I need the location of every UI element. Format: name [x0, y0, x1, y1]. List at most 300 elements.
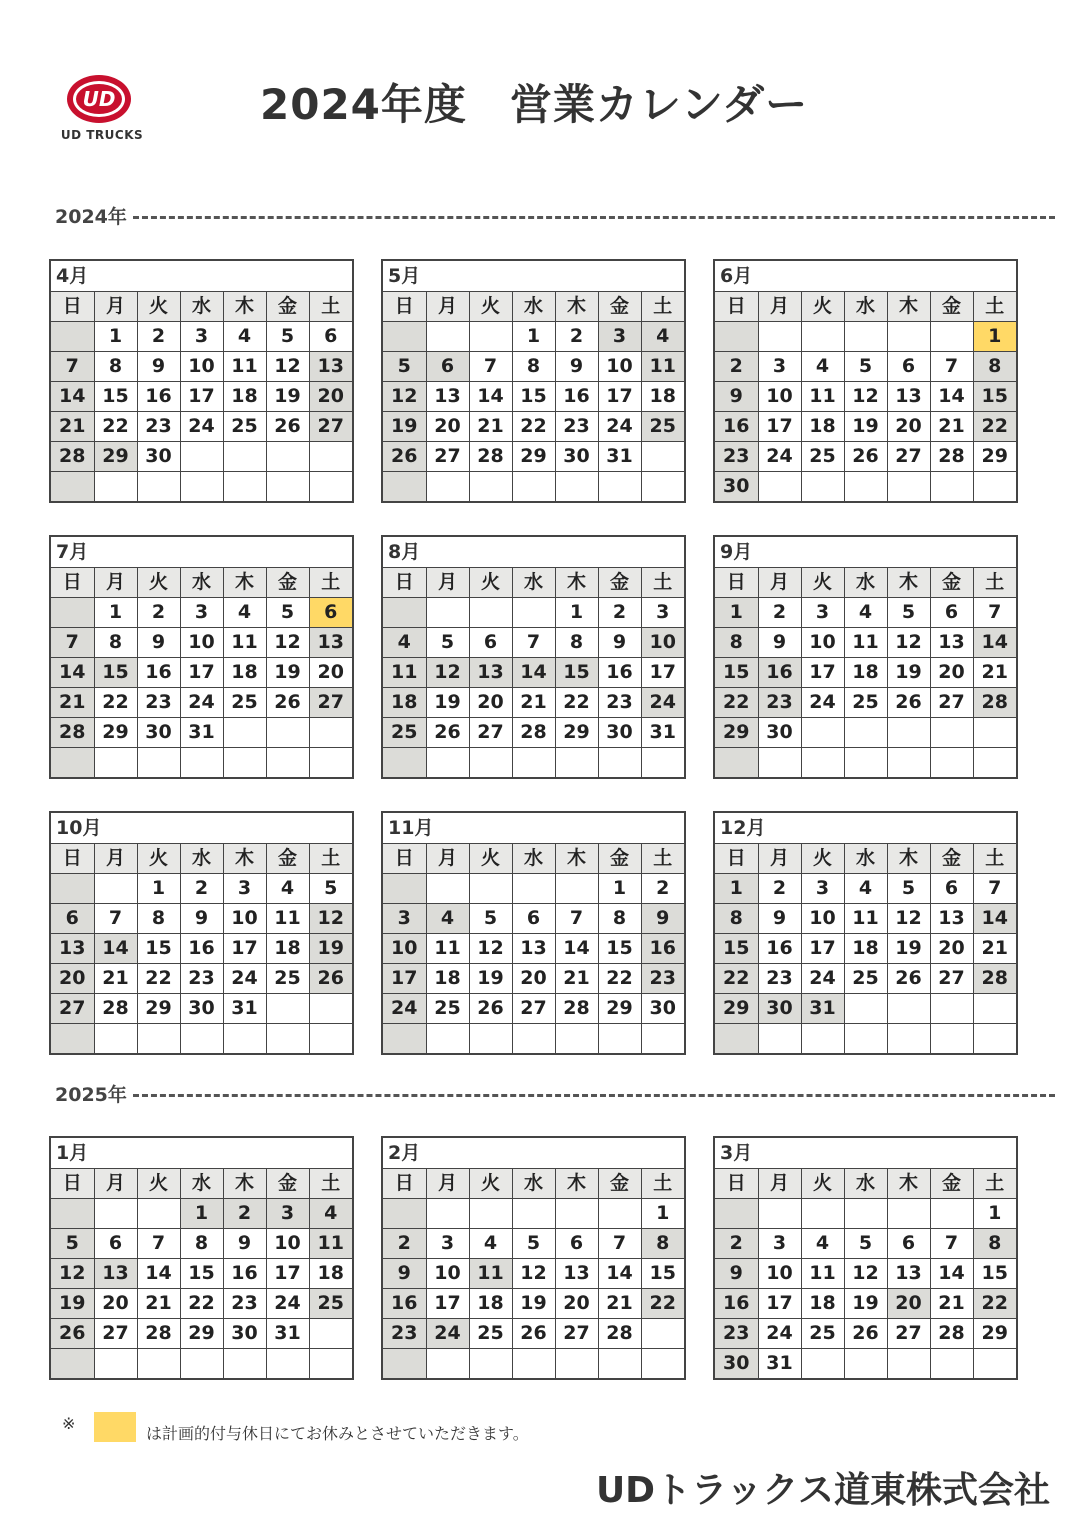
day-cell: 18 — [801, 1289, 844, 1319]
day-cell: 27 — [887, 442, 930, 472]
weekday-header: 火 — [801, 844, 844, 874]
day-cell: 20 — [51, 964, 94, 994]
weekday-header: 月 — [426, 1169, 469, 1199]
day-cell: 5 — [383, 352, 426, 382]
day-cell: 20 — [309, 382, 352, 412]
weekday-header: 日 — [715, 844, 758, 874]
day-cell: 7 — [973, 874, 1016, 904]
weekday-header: 火 — [137, 844, 180, 874]
day-cell — [180, 1349, 223, 1379]
day-cell — [930, 718, 973, 748]
day-cell — [641, 1349, 684, 1379]
day-cell: 1 — [512, 322, 555, 352]
day-cell: 28 — [512, 718, 555, 748]
day-cell: 9 — [758, 904, 801, 934]
weekday-header: 火 — [469, 844, 512, 874]
day-cell: 4 — [383, 628, 426, 658]
day-cell: 10 — [801, 904, 844, 934]
weekday-header: 火 — [801, 1169, 844, 1199]
day-cell — [512, 472, 555, 502]
day-cell: 2 — [641, 874, 684, 904]
day-cell — [383, 598, 426, 628]
day-cell: 7 — [930, 1229, 973, 1259]
day-cell: 5 — [844, 1229, 887, 1259]
day-cell: 17 — [426, 1289, 469, 1319]
day-cell — [94, 472, 137, 502]
day-cell: 26 — [383, 442, 426, 472]
weekday-header: 金 — [930, 568, 973, 598]
day-cell — [801, 748, 844, 778]
day-cell: 10 — [598, 352, 641, 382]
day-cell: 22 — [137, 964, 180, 994]
day-cell: 3 — [426, 1229, 469, 1259]
day-cell: 30 — [137, 442, 180, 472]
day-cell: 4 — [801, 1229, 844, 1259]
day-cell — [973, 718, 1016, 748]
year-divider-2025 — [55, 1080, 1055, 1110]
day-cell: 4 — [801, 352, 844, 382]
day-cell — [383, 472, 426, 502]
weekday-header: 土 — [641, 1169, 684, 1199]
day-cell: 25 — [223, 688, 266, 718]
day-cell: 30 — [715, 472, 758, 502]
day-cell — [512, 874, 555, 904]
day-cell: 8 — [512, 352, 555, 382]
day-cell: 9 — [555, 352, 598, 382]
day-cell: 6 — [94, 1229, 137, 1259]
day-cell: 3 — [223, 874, 266, 904]
day-cell: 21 — [469, 412, 512, 442]
weekday-header: 水 — [512, 844, 555, 874]
day-cell: 24 — [801, 688, 844, 718]
day-cell: 20 — [94, 1289, 137, 1319]
day-cell: 10 — [180, 352, 223, 382]
day-cell: 29 — [973, 442, 1016, 472]
day-cell — [383, 1199, 426, 1229]
day-cell: 28 — [555, 994, 598, 1024]
day-cell: 24 — [758, 1319, 801, 1349]
day-cell: 24 — [266, 1289, 309, 1319]
month-label: 12月 — [715, 813, 1016, 844]
day-cell — [801, 1024, 844, 1054]
weekday-header: 木 — [555, 1169, 598, 1199]
day-cell: 13 — [555, 1259, 598, 1289]
day-cell: 2 — [715, 352, 758, 382]
weekday-header: 月 — [758, 1169, 801, 1199]
day-cell: 13 — [309, 352, 352, 382]
day-cell — [309, 472, 352, 502]
day-cell — [426, 1199, 469, 1229]
weekday-header: 土 — [309, 844, 352, 874]
weekday-header: 木 — [555, 292, 598, 322]
day-cell — [973, 994, 1016, 1024]
day-cell: 25 — [426, 994, 469, 1024]
day-cell: 1 — [973, 1199, 1016, 1229]
day-cell: 17 — [641, 658, 684, 688]
day-cell — [715, 748, 758, 778]
day-cell: 17 — [598, 382, 641, 412]
day-cell: 31 — [266, 1319, 309, 1349]
day-cell: 12 — [51, 1259, 94, 1289]
weekday-header: 日 — [383, 568, 426, 598]
day-cell: 8 — [94, 628, 137, 658]
day-cell — [801, 1199, 844, 1229]
weekday-header: 月 — [758, 568, 801, 598]
day-cell: 1 — [641, 1199, 684, 1229]
weekday-header: 火 — [137, 568, 180, 598]
day-cell — [51, 748, 94, 778]
legend-text: は計画的付与休日にてお休みとさせていただきます。 — [146, 1424, 529, 1443]
day-cell: 9 — [598, 628, 641, 658]
weekday-header: 土 — [973, 568, 1016, 598]
day-cell: 25 — [309, 1289, 352, 1319]
day-cell — [383, 874, 426, 904]
weekday-header: 木 — [887, 292, 930, 322]
month-calendar — [49, 811, 354, 1055]
day-cell: 31 — [801, 994, 844, 1024]
day-cell: 6 — [887, 1229, 930, 1259]
day-cell — [223, 748, 266, 778]
day-cell: 14 — [555, 934, 598, 964]
day-cell — [309, 994, 352, 1024]
day-cell — [512, 748, 555, 778]
day-cell: 14 — [973, 904, 1016, 934]
day-cell: 3 — [598, 322, 641, 352]
day-cell: 3 — [758, 352, 801, 382]
day-cell: 18 — [426, 964, 469, 994]
day-cell — [309, 748, 352, 778]
day-cell: 25 — [641, 412, 684, 442]
day-cell: 13 — [426, 382, 469, 412]
day-cell: 18 — [266, 934, 309, 964]
day-cell: 25 — [801, 442, 844, 472]
day-cell — [555, 1199, 598, 1229]
day-cell: 26 — [51, 1319, 94, 1349]
day-cell: 21 — [51, 412, 94, 442]
weekday-header: 日 — [715, 1169, 758, 1199]
day-cell: 2 — [180, 874, 223, 904]
day-cell: 22 — [715, 964, 758, 994]
day-cell: 30 — [555, 442, 598, 472]
day-cell: 28 — [469, 442, 512, 472]
day-cell: 26 — [469, 994, 512, 1024]
day-cell — [844, 1024, 887, 1054]
day-cell — [844, 322, 887, 352]
day-cell — [180, 472, 223, 502]
day-cell — [266, 718, 309, 748]
day-cell: 20 — [469, 688, 512, 718]
day-cell — [469, 598, 512, 628]
month-calendar — [381, 259, 686, 503]
day-cell: 23 — [758, 964, 801, 994]
day-cell: 3 — [383, 904, 426, 934]
day-cell: 1 — [715, 598, 758, 628]
weekday-header: 金 — [598, 844, 641, 874]
day-cell: 7 — [51, 352, 94, 382]
day-cell: 1 — [180, 1199, 223, 1229]
weekday-header: 月 — [426, 568, 469, 598]
day-cell: 10 — [383, 934, 426, 964]
day-cell — [715, 1024, 758, 1054]
weekday-header: 水 — [844, 1169, 887, 1199]
day-cell — [641, 1319, 684, 1349]
day-cell: 6 — [512, 904, 555, 934]
day-cell: 2 — [383, 1229, 426, 1259]
day-cell: 12 — [844, 382, 887, 412]
ud-trucks-logo — [52, 74, 152, 146]
day-cell: 2 — [137, 322, 180, 352]
day-cell: 3 — [180, 322, 223, 352]
weekday-header: 水 — [512, 568, 555, 598]
day-cell: 28 — [930, 442, 973, 472]
day-cell: 13 — [930, 628, 973, 658]
day-cell — [469, 1024, 512, 1054]
day-cell — [930, 1199, 973, 1229]
weekday-header: 水 — [180, 568, 223, 598]
year-label: 2024年 — [55, 202, 129, 229]
weekday-header: 日 — [715, 568, 758, 598]
day-cell: 11 — [801, 1259, 844, 1289]
day-cell — [426, 1024, 469, 1054]
day-cell: 23 — [383, 1319, 426, 1349]
weekday-header: 日 — [51, 1169, 94, 1199]
day-cell: 6 — [555, 1229, 598, 1259]
day-cell — [266, 1349, 309, 1379]
day-cell: 12 — [512, 1259, 555, 1289]
day-cell: 15 — [973, 382, 1016, 412]
day-cell — [426, 874, 469, 904]
day-cell — [555, 874, 598, 904]
day-cell: 31 — [180, 718, 223, 748]
day-cell: 2 — [715, 1229, 758, 1259]
month-calendar — [49, 535, 354, 779]
day-cell — [598, 472, 641, 502]
day-cell: 31 — [758, 1349, 801, 1379]
day-cell: 4 — [309, 1199, 352, 1229]
day-cell: 12 — [887, 904, 930, 934]
day-cell: 19 — [266, 382, 309, 412]
day-cell: 19 — [266, 658, 309, 688]
day-cell — [137, 472, 180, 502]
day-cell — [469, 1349, 512, 1379]
dashed-divider — [133, 1094, 1055, 1097]
day-cell: 19 — [887, 658, 930, 688]
weekday-header: 日 — [383, 1169, 426, 1199]
day-cell: 18 — [641, 382, 684, 412]
day-cell — [94, 1024, 137, 1054]
weekday-header: 火 — [469, 1169, 512, 1199]
weekday-header: 月 — [94, 844, 137, 874]
weekday-header: 月 — [94, 292, 137, 322]
year-divider-2024 — [55, 202, 1055, 232]
weekday-header: 金 — [930, 844, 973, 874]
day-cell: 19 — [309, 934, 352, 964]
day-cell: 21 — [137, 1289, 180, 1319]
day-cell — [51, 1199, 94, 1229]
day-cell: 19 — [512, 1289, 555, 1319]
day-cell — [309, 1024, 352, 1054]
day-cell — [309, 1349, 352, 1379]
day-cell: 3 — [180, 598, 223, 628]
day-cell: 22 — [94, 688, 137, 718]
day-cell: 7 — [512, 628, 555, 658]
day-cell: 1 — [137, 874, 180, 904]
day-cell: 23 — [598, 688, 641, 718]
day-cell: 16 — [137, 382, 180, 412]
weekday-header: 木 — [223, 568, 266, 598]
day-cell: 9 — [383, 1259, 426, 1289]
weekday-header: 水 — [844, 292, 887, 322]
weekday-header: 水 — [844, 568, 887, 598]
weekday-header: 金 — [930, 292, 973, 322]
day-cell — [758, 1024, 801, 1054]
day-cell: 25 — [383, 718, 426, 748]
day-cell: 14 — [469, 382, 512, 412]
day-cell: 30 — [715, 1349, 758, 1379]
day-cell — [383, 1349, 426, 1379]
day-cell: 23 — [223, 1289, 266, 1319]
day-cell: 17 — [801, 934, 844, 964]
day-cell — [844, 994, 887, 1024]
day-cell: 21 — [930, 1289, 973, 1319]
day-cell: 27 — [930, 964, 973, 994]
day-cell: 16 — [758, 934, 801, 964]
day-cell: 15 — [180, 1259, 223, 1289]
day-cell: 1 — [715, 874, 758, 904]
day-cell: 1 — [94, 322, 137, 352]
day-cell: 5 — [426, 628, 469, 658]
day-cell: 5 — [512, 1229, 555, 1259]
day-cell: 3 — [266, 1199, 309, 1229]
weekday-header: 月 — [94, 1169, 137, 1199]
weekday-header: 土 — [309, 1169, 352, 1199]
day-cell: 25 — [844, 688, 887, 718]
day-cell — [512, 1024, 555, 1054]
weekday-header: 金 — [598, 1169, 641, 1199]
day-cell — [426, 1349, 469, 1379]
day-cell: 26 — [844, 442, 887, 472]
weekday-header: 木 — [223, 1169, 266, 1199]
day-cell: 29 — [94, 442, 137, 472]
day-cell: 10 — [223, 904, 266, 934]
weekday-header: 木 — [555, 568, 598, 598]
weekday-header: 月 — [758, 844, 801, 874]
day-cell: 3 — [641, 598, 684, 628]
weekday-header: 土 — [641, 844, 684, 874]
day-cell: 13 — [51, 934, 94, 964]
day-cell — [512, 1199, 555, 1229]
day-cell: 4 — [426, 904, 469, 934]
day-cell: 4 — [223, 598, 266, 628]
day-cell — [51, 1349, 94, 1379]
day-cell: 14 — [94, 934, 137, 964]
day-cell: 26 — [266, 412, 309, 442]
day-cell: 26 — [887, 688, 930, 718]
day-cell: 14 — [51, 382, 94, 412]
day-cell — [758, 1199, 801, 1229]
day-cell: 11 — [309, 1229, 352, 1259]
day-cell — [137, 1349, 180, 1379]
day-cell: 23 — [641, 964, 684, 994]
day-cell: 13 — [469, 658, 512, 688]
day-cell: 20 — [887, 412, 930, 442]
weekday-header: 土 — [641, 292, 684, 322]
day-cell: 14 — [512, 658, 555, 688]
day-cell: 20 — [887, 1289, 930, 1319]
day-cell: 7 — [469, 352, 512, 382]
dashed-divider — [133, 216, 1055, 219]
day-cell: 12 — [266, 628, 309, 658]
logo-brand-text: UD TRUCKS — [60, 128, 144, 142]
day-cell — [469, 1199, 512, 1229]
day-cell: 29 — [715, 718, 758, 748]
day-cell: 28 — [930, 1319, 973, 1349]
day-cell — [930, 994, 973, 1024]
day-cell: 6 — [426, 352, 469, 382]
day-cell: 26 — [426, 718, 469, 748]
day-cell: 4 — [469, 1229, 512, 1259]
day-cell — [887, 472, 930, 502]
day-cell: 11 — [844, 628, 887, 658]
day-cell: 2 — [598, 598, 641, 628]
day-cell: 7 — [94, 904, 137, 934]
weekday-header: 水 — [512, 1169, 555, 1199]
day-cell — [887, 748, 930, 778]
weekday-header: 日 — [51, 292, 94, 322]
day-cell: 7 — [51, 628, 94, 658]
day-cell: 25 — [844, 964, 887, 994]
day-cell — [266, 748, 309, 778]
day-cell — [426, 322, 469, 352]
day-cell: 11 — [641, 352, 684, 382]
day-cell: 29 — [180, 1319, 223, 1349]
day-cell: 12 — [887, 628, 930, 658]
day-cell: 27 — [309, 412, 352, 442]
day-cell: 4 — [844, 874, 887, 904]
weekday-header: 水 — [180, 844, 223, 874]
day-cell: 19 — [51, 1289, 94, 1319]
day-cell: 2 — [223, 1199, 266, 1229]
day-cell: 16 — [223, 1259, 266, 1289]
day-cell: 12 — [309, 904, 352, 934]
day-cell: 8 — [180, 1229, 223, 1259]
day-cell: 24 — [383, 994, 426, 1024]
day-cell: 8 — [555, 628, 598, 658]
weekday-header: 金 — [598, 568, 641, 598]
day-cell — [641, 1024, 684, 1054]
day-cell: 3 — [801, 874, 844, 904]
day-cell: 25 — [469, 1319, 512, 1349]
day-cell: 21 — [51, 688, 94, 718]
day-cell — [426, 748, 469, 778]
day-cell: 14 — [598, 1259, 641, 1289]
month-label: 9月 — [715, 537, 1016, 568]
day-cell — [266, 994, 309, 1024]
day-cell: 12 — [844, 1259, 887, 1289]
day-cell: 30 — [598, 718, 641, 748]
month-label: 2月 — [383, 1138, 684, 1169]
day-cell: 10 — [801, 628, 844, 658]
day-cell — [887, 718, 930, 748]
day-cell — [94, 748, 137, 778]
day-cell: 2 — [758, 874, 801, 904]
weekday-header: 土 — [309, 568, 352, 598]
weekday-header: 金 — [598, 292, 641, 322]
day-cell: 18 — [223, 382, 266, 412]
day-cell: 25 — [801, 1319, 844, 1349]
day-cell: 17 — [180, 382, 223, 412]
day-cell: 15 — [973, 1259, 1016, 1289]
